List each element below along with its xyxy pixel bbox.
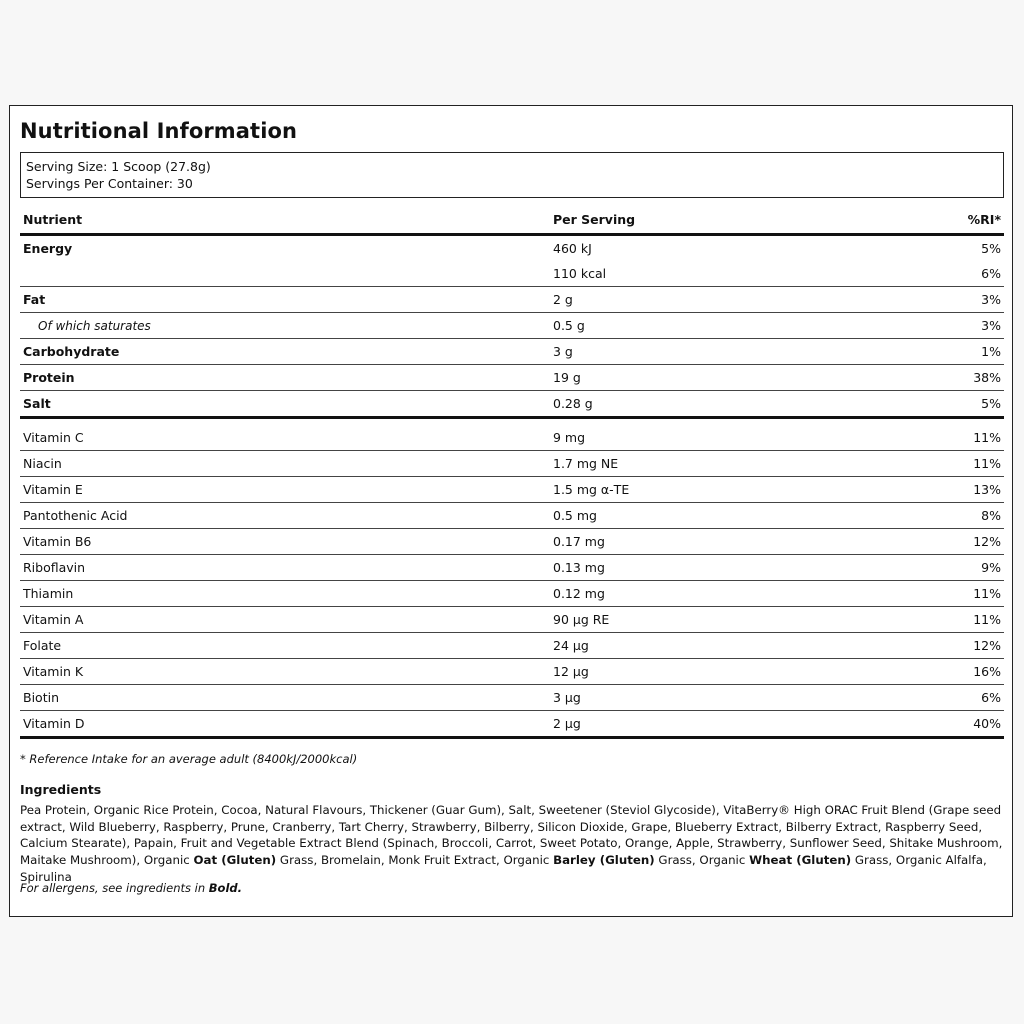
nutrient-value: 110 kcal [553, 266, 607, 281]
header-ri: %RI* [967, 212, 1001, 227]
vitamin-name: Folate [23, 638, 62, 653]
table-row [20, 339, 1004, 365]
table-row [20, 451, 1004, 477]
nutrient-value: 0.5 g [553, 318, 585, 333]
vitamin-value: 24 µg [553, 638, 589, 653]
table-row [20, 418, 1004, 426]
nutrient-ri: 38% [973, 370, 1001, 385]
allergen-barley: Barley (Gluten) [553, 853, 655, 868]
serving-size: Serving Size: 1 Scoop (27.8g) [26, 159, 211, 174]
vitamin-ri: 11% [973, 456, 1001, 471]
table-row [20, 529, 1004, 555]
vitamin-name: Vitamin C [23, 430, 84, 445]
nutrient-value: 0.28 g [553, 396, 593, 411]
header-per-serving: Per Serving [553, 212, 636, 227]
vitamin-ri: 11% [973, 586, 1001, 601]
vitamin-ri: 16% [973, 664, 1001, 679]
table-row [20, 235, 1004, 262]
allergen-wheat: Wheat (Gluten) [749, 853, 852, 868]
nutrient-ri: 5% [981, 396, 1001, 411]
table-row [20, 365, 1004, 391]
nutrition-label [9, 105, 1013, 917]
table-row [20, 659, 1004, 685]
vitamin-value: 9 mg [553, 430, 586, 445]
ingredients-part: Grass, Organic Alfalfa, Spirulina [20, 853, 987, 884]
vitamin-ri: 8% [981, 508, 1001, 523]
vitamin-ri: 11% [973, 612, 1001, 627]
vitamin-name: Thiamin [23, 586, 74, 601]
table-row [20, 685, 1004, 711]
vitamin-ri: 13% [973, 482, 1001, 497]
vitamin-ri: 12% [973, 638, 1001, 653]
vitamin-name: Niacin [23, 456, 62, 471]
nutrient-name [20, 261, 550, 287]
table-row [20, 261, 1004, 287]
nutrient-ri: 3% [981, 318, 1001, 333]
vitamin-name: Vitamin A [23, 612, 84, 627]
table-row [20, 287, 1004, 313]
ri-footnote: * Reference Intake for an average adult (8400kJ/2000kcal) [20, 752, 358, 766]
nutrient-ri: 6% [981, 266, 1001, 281]
nutrient-name: Fat [23, 292, 46, 307]
table-row [20, 503, 1004, 529]
vitamin-value: 90 µg RE [553, 612, 610, 627]
nutrient-name: Salt [23, 396, 51, 411]
vitamin-ri: 6% [981, 690, 1001, 705]
vitamin-name: Riboflavin [23, 560, 86, 575]
vitamin-name: Biotin [23, 690, 59, 705]
allergen-note [20, 881, 242, 895]
page-title: Nutritional Information [20, 119, 298, 143]
table-row [20, 391, 1004, 418]
allergen-note-bold: Bold. [208, 881, 242, 895]
nutrient-value: 460 kJ [553, 241, 592, 256]
table-row [20, 633, 1004, 659]
ingredients-part: Pea Protein, Organic Rice Protein, Cocoa, Natural Flavours, Thickener (Guar Gum), Salt, Sweetener (Steviol Glycoside), VitaBerry® High ORAC Fruit Blend (Grape seed extract, Wild Blueberry, Raspberry, Prune, Cranberry, Tart Cherry, Strawberry, Bilberry, Silicon Dioxide, Grape, Blueberry Extract, Bilberry Extract, Raspberry Seed, Calcium Stearate), Papain, Fruit and Vegetable Extract Blend (Spinach, Broccoli, Carrot, Sweet Potato, Orange, Apple, Strawberry, Sunflower Seed, Shitake Mushroom, Maitake Mushroom), Organic [20, 803, 1003, 868]
ingredients-title: Ingredients [20, 782, 102, 797]
allergen-note-text: For allergens, see ingredients in [20, 881, 209, 895]
vitamin-ri: 12% [973, 534, 1001, 549]
vitamin-value: 12 µg [553, 664, 589, 679]
nutrient-name: Protein [23, 370, 75, 385]
vitamin-ri: 40% [973, 716, 1001, 731]
table-row [20, 555, 1004, 581]
table-row [20, 607, 1004, 633]
ingredients-part: Grass, Organic [654, 853, 750, 868]
header-nutrient: Nutrient [23, 212, 83, 227]
vitamin-value: 0.5 mg [553, 508, 597, 523]
serving-info-box [20, 152, 1004, 198]
table-row [20, 711, 1004, 738]
nutrient-value: 2 g [553, 292, 573, 307]
vitamin-ri: 11% [973, 430, 1001, 445]
vitamin-value: 1.7 mg NE [553, 456, 619, 471]
nutrient-ri: 5% [981, 241, 1001, 256]
vitamin-name: Vitamin B6 [23, 534, 92, 549]
vitamin-value: 2 µg [553, 716, 581, 731]
allergen-oat: Oat (Gluten) [193, 853, 277, 868]
nutrition-table [20, 206, 1004, 739]
table-row [20, 425, 1004, 451]
ingredients-text [20, 802, 1010, 886]
vitamin-value: 3 µg [553, 690, 581, 705]
servings-per-container: Servings Per Container: 30 [26, 176, 193, 191]
table-header-row [20, 206, 1004, 235]
table-row [20, 581, 1004, 607]
table-row [20, 313, 1004, 339]
vitamin-value: 1.5 mg α-TE [553, 482, 630, 497]
nutrient-value: 19 g [553, 370, 581, 385]
vitamin-ri: 9% [981, 560, 1001, 575]
ingredients-part: Grass, Bromelain, Monk Fruit Extract, Organic [276, 853, 554, 868]
nutrient-name: Carbohydrate [23, 344, 120, 359]
nutrient-ri: 1% [981, 344, 1001, 359]
vitamin-name: Vitamin D [23, 716, 85, 731]
nutrient-name: Of which saturates [38, 318, 151, 333]
vitamin-name: Vitamin E [23, 482, 83, 497]
vitamin-value: 0.17 mg [553, 534, 605, 549]
vitamin-name: Pantothenic Acid [23, 508, 128, 523]
nutrient-value: 3 g [553, 344, 573, 359]
nutrient-name: Energy [23, 241, 73, 256]
vitamin-name: Vitamin K [23, 664, 84, 679]
vitamin-value: 0.12 mg [553, 586, 605, 601]
table-row [20, 477, 1004, 503]
nutrient-ri: 3% [981, 292, 1001, 307]
vitamin-value: 0.13 mg [553, 560, 605, 575]
